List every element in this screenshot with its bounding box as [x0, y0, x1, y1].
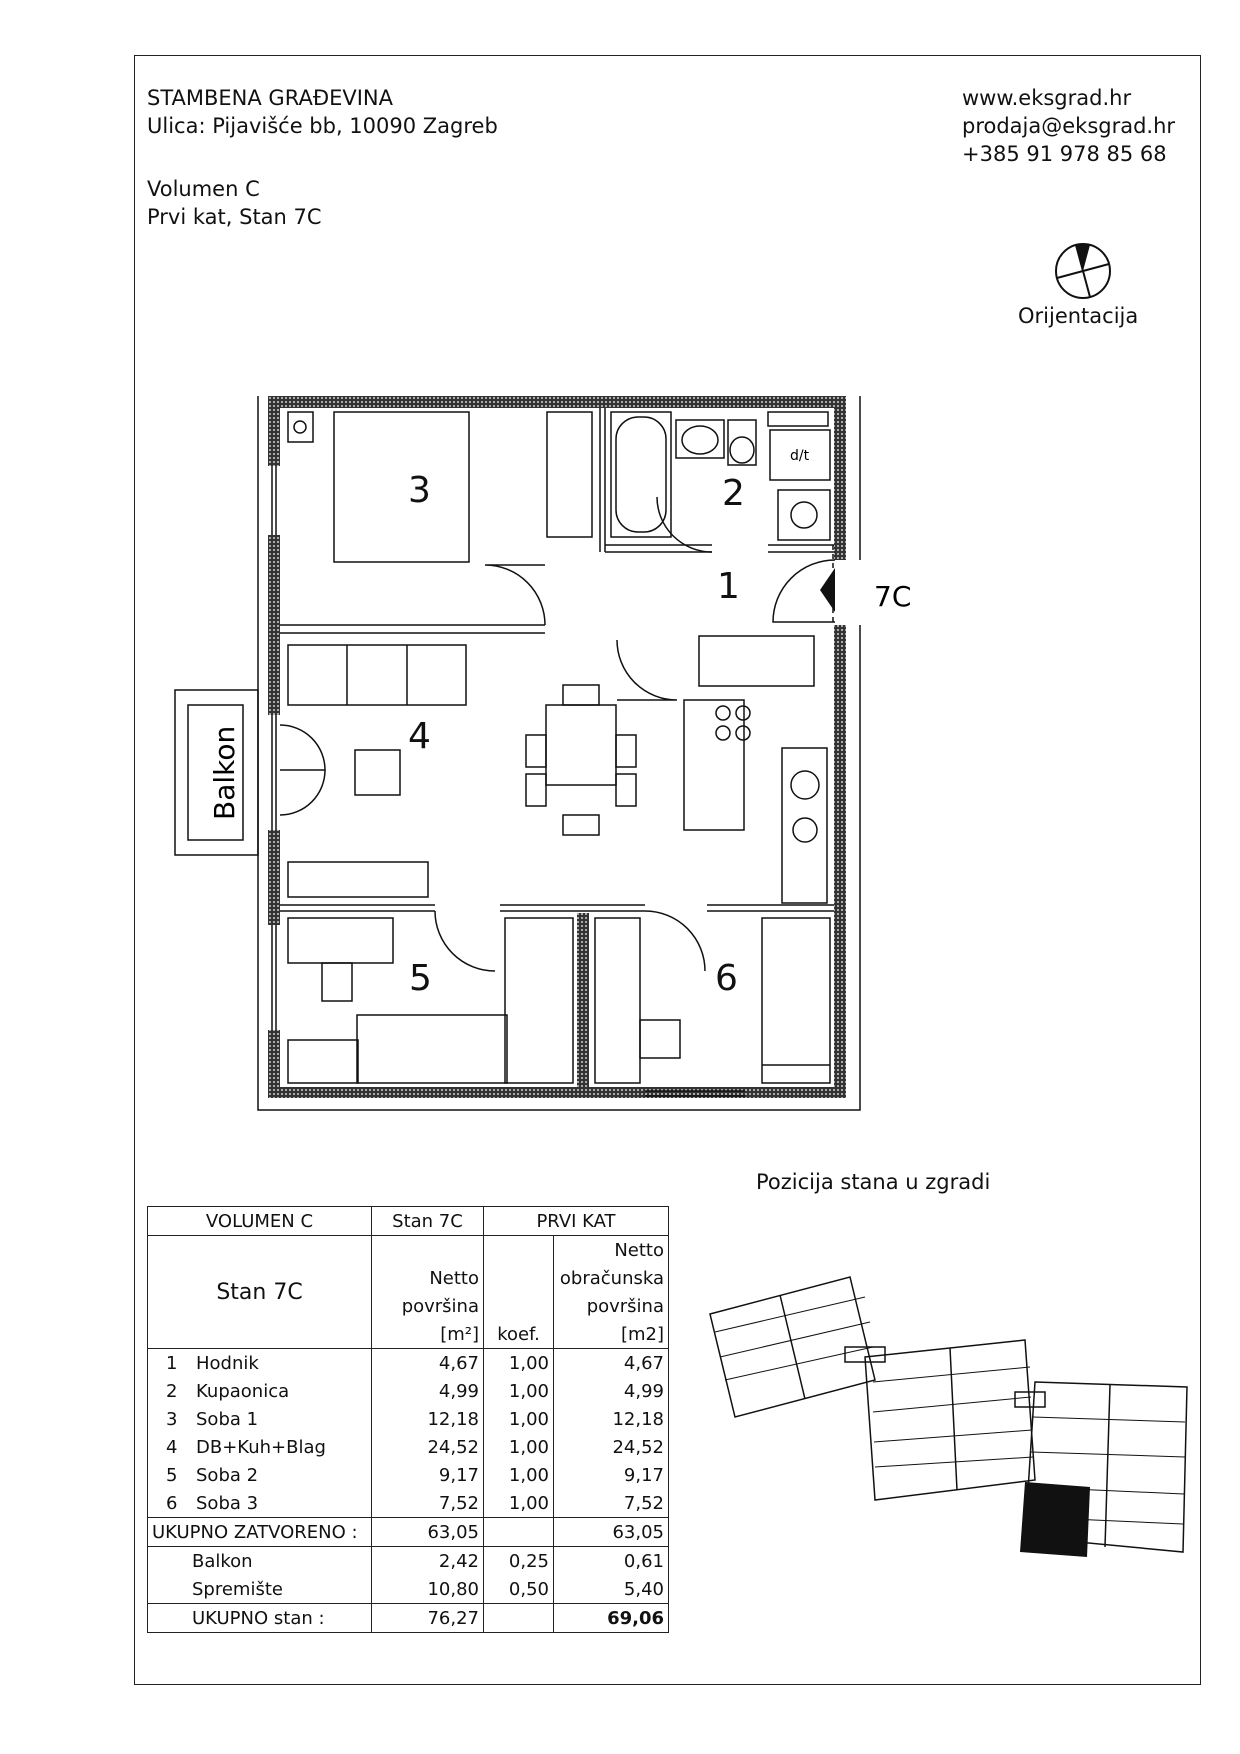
room-name: Hodnik: [196, 1352, 259, 1374]
extra-name: Spremište: [148, 1575, 372, 1604]
area-table: [147, 1206, 669, 1633]
col-net-l1: Netto: [372, 1264, 484, 1292]
col-calc-l3: površina: [554, 1292, 669, 1320]
room-name: Soba 2: [196, 1464, 259, 1486]
col-calc-unit: [m2]: [554, 1320, 669, 1349]
room-label-6: 6: [715, 958, 738, 999]
room-area: 4,99: [372, 1377, 484, 1405]
room-calc-area: 24,52: [554, 1433, 669, 1461]
total-closed-calc: 63,05: [554, 1518, 669, 1547]
col-calc-l1: Netto: [554, 1236, 669, 1265]
room-name: Soba 3: [196, 1492, 259, 1514]
room-area: 7,52: [372, 1489, 484, 1518]
volume-label: Volumen C: [147, 177, 260, 201]
room-number: 4: [166, 1436, 178, 1458]
room-cell: [148, 1349, 372, 1378]
room-name: DB+Kuh+Blag: [196, 1436, 326, 1458]
room-koef: 1,00: [484, 1433, 554, 1461]
table-row: [148, 1489, 669, 1518]
room-area: 12,18: [372, 1405, 484, 1433]
apartment-highlight: [1020, 1482, 1090, 1557]
extra-koef: 0,25: [484, 1547, 554, 1576]
address: Ulica: Pijavišće bb, 10090 Zagreb: [147, 114, 498, 138]
extra-calc-area: 0,61: [554, 1547, 669, 1576]
room-cell: [148, 1377, 372, 1405]
entrance-arrow-icon: [820, 568, 835, 612]
balcony-label: Balkon: [208, 725, 241, 820]
room-calc-area: 9,17: [554, 1461, 669, 1489]
room-koef: 1,00: [484, 1349, 554, 1378]
room-label-2: 2: [722, 473, 745, 514]
table-row: [148, 1461, 669, 1489]
table-volume-header: VOLUMEN C: [148, 1207, 372, 1236]
building-title: STAMBENA GRAĐEVINA: [147, 86, 393, 110]
extra-calc-area: 5,40: [554, 1575, 669, 1604]
extra-name: Balkon: [148, 1547, 372, 1576]
room-koef: 1,00: [484, 1461, 554, 1489]
room-label-1: 1: [717, 566, 740, 607]
email-link[interactable]: prodaja@eksgrad.hr: [962, 114, 1176, 138]
extra-area: 2,42: [372, 1547, 484, 1576]
washer-dryer-label: d/t: [790, 448, 810, 464]
table-apartment-header: Stan 7C: [372, 1207, 484, 1236]
room-cell: [148, 1461, 372, 1489]
orientation-label: Orijentacija: [1018, 304, 1139, 328]
col-net-l2: površina: [372, 1292, 484, 1320]
room-number: 5: [166, 1464, 178, 1486]
exterior-walls: [268, 396, 846, 1098]
room-label-5: 5: [409, 958, 432, 999]
table-row: [148, 1547, 669, 1576]
col-net-unit: [m²]: [372, 1320, 484, 1349]
building-position-map: [695, 1262, 1195, 1567]
total-label: UKUPNO stan :: [148, 1604, 372, 1633]
room-area: 24,52: [372, 1433, 484, 1461]
table-row: [148, 1575, 669, 1604]
room-cell: [148, 1405, 372, 1433]
room-name: Soba 1: [196, 1408, 259, 1430]
table-row: [148, 1377, 669, 1405]
website-link[interactable]: www.eksgrad.hr: [962, 86, 1132, 110]
col-calc-l2: obračunska: [554, 1264, 669, 1292]
col-koef: koef.: [484, 1320, 554, 1349]
room-label-3: 3: [408, 470, 431, 511]
room-calc-area: 12,18: [554, 1405, 669, 1433]
extra-area: 10,80: [372, 1575, 484, 1604]
room-number: 2: [166, 1380, 178, 1402]
table-title: Stan 7C: [148, 1236, 372, 1349]
room-cell: [148, 1489, 372, 1518]
floor-apartment-label: Prvi kat, Stan 7C: [147, 205, 322, 229]
room-area: 9,17: [372, 1461, 484, 1489]
room-koef: 1,00: [484, 1377, 554, 1405]
room-number: 3: [166, 1408, 178, 1430]
position-title: Pozicija stana u zgradi: [756, 1170, 991, 1194]
room-area: 4,67: [372, 1349, 484, 1378]
room-label-4: 4: [408, 716, 431, 757]
table-row: [148, 1405, 669, 1433]
table-floor-header: PRVI KAT: [484, 1207, 669, 1236]
total-area: 76,27: [372, 1604, 484, 1633]
total-calc: 69,06: [554, 1604, 669, 1633]
room-name: Kupaonica: [196, 1380, 290, 1402]
table-row: [148, 1349, 669, 1378]
room-calc-area: 4,67: [554, 1349, 669, 1378]
room-calc-area: 7,52: [554, 1489, 669, 1518]
room-calc-area: 4,99: [554, 1377, 669, 1405]
room-cell: [148, 1433, 372, 1461]
room-koef: 1,00: [484, 1405, 554, 1433]
room-number: 1: [166, 1352, 178, 1374]
extra-koef: 0,50: [484, 1575, 554, 1604]
room-number: 6: [166, 1492, 178, 1514]
total-closed-area: 63,05: [372, 1518, 484, 1547]
entrance-label: 7C: [874, 580, 912, 613]
table-row: [148, 1433, 669, 1461]
total-closed-label: UKUPNO ZATVORENO :: [148, 1518, 372, 1547]
phone-number: +385 91 978 85 68: [962, 142, 1167, 166]
room-koef: 1,00: [484, 1489, 554, 1518]
